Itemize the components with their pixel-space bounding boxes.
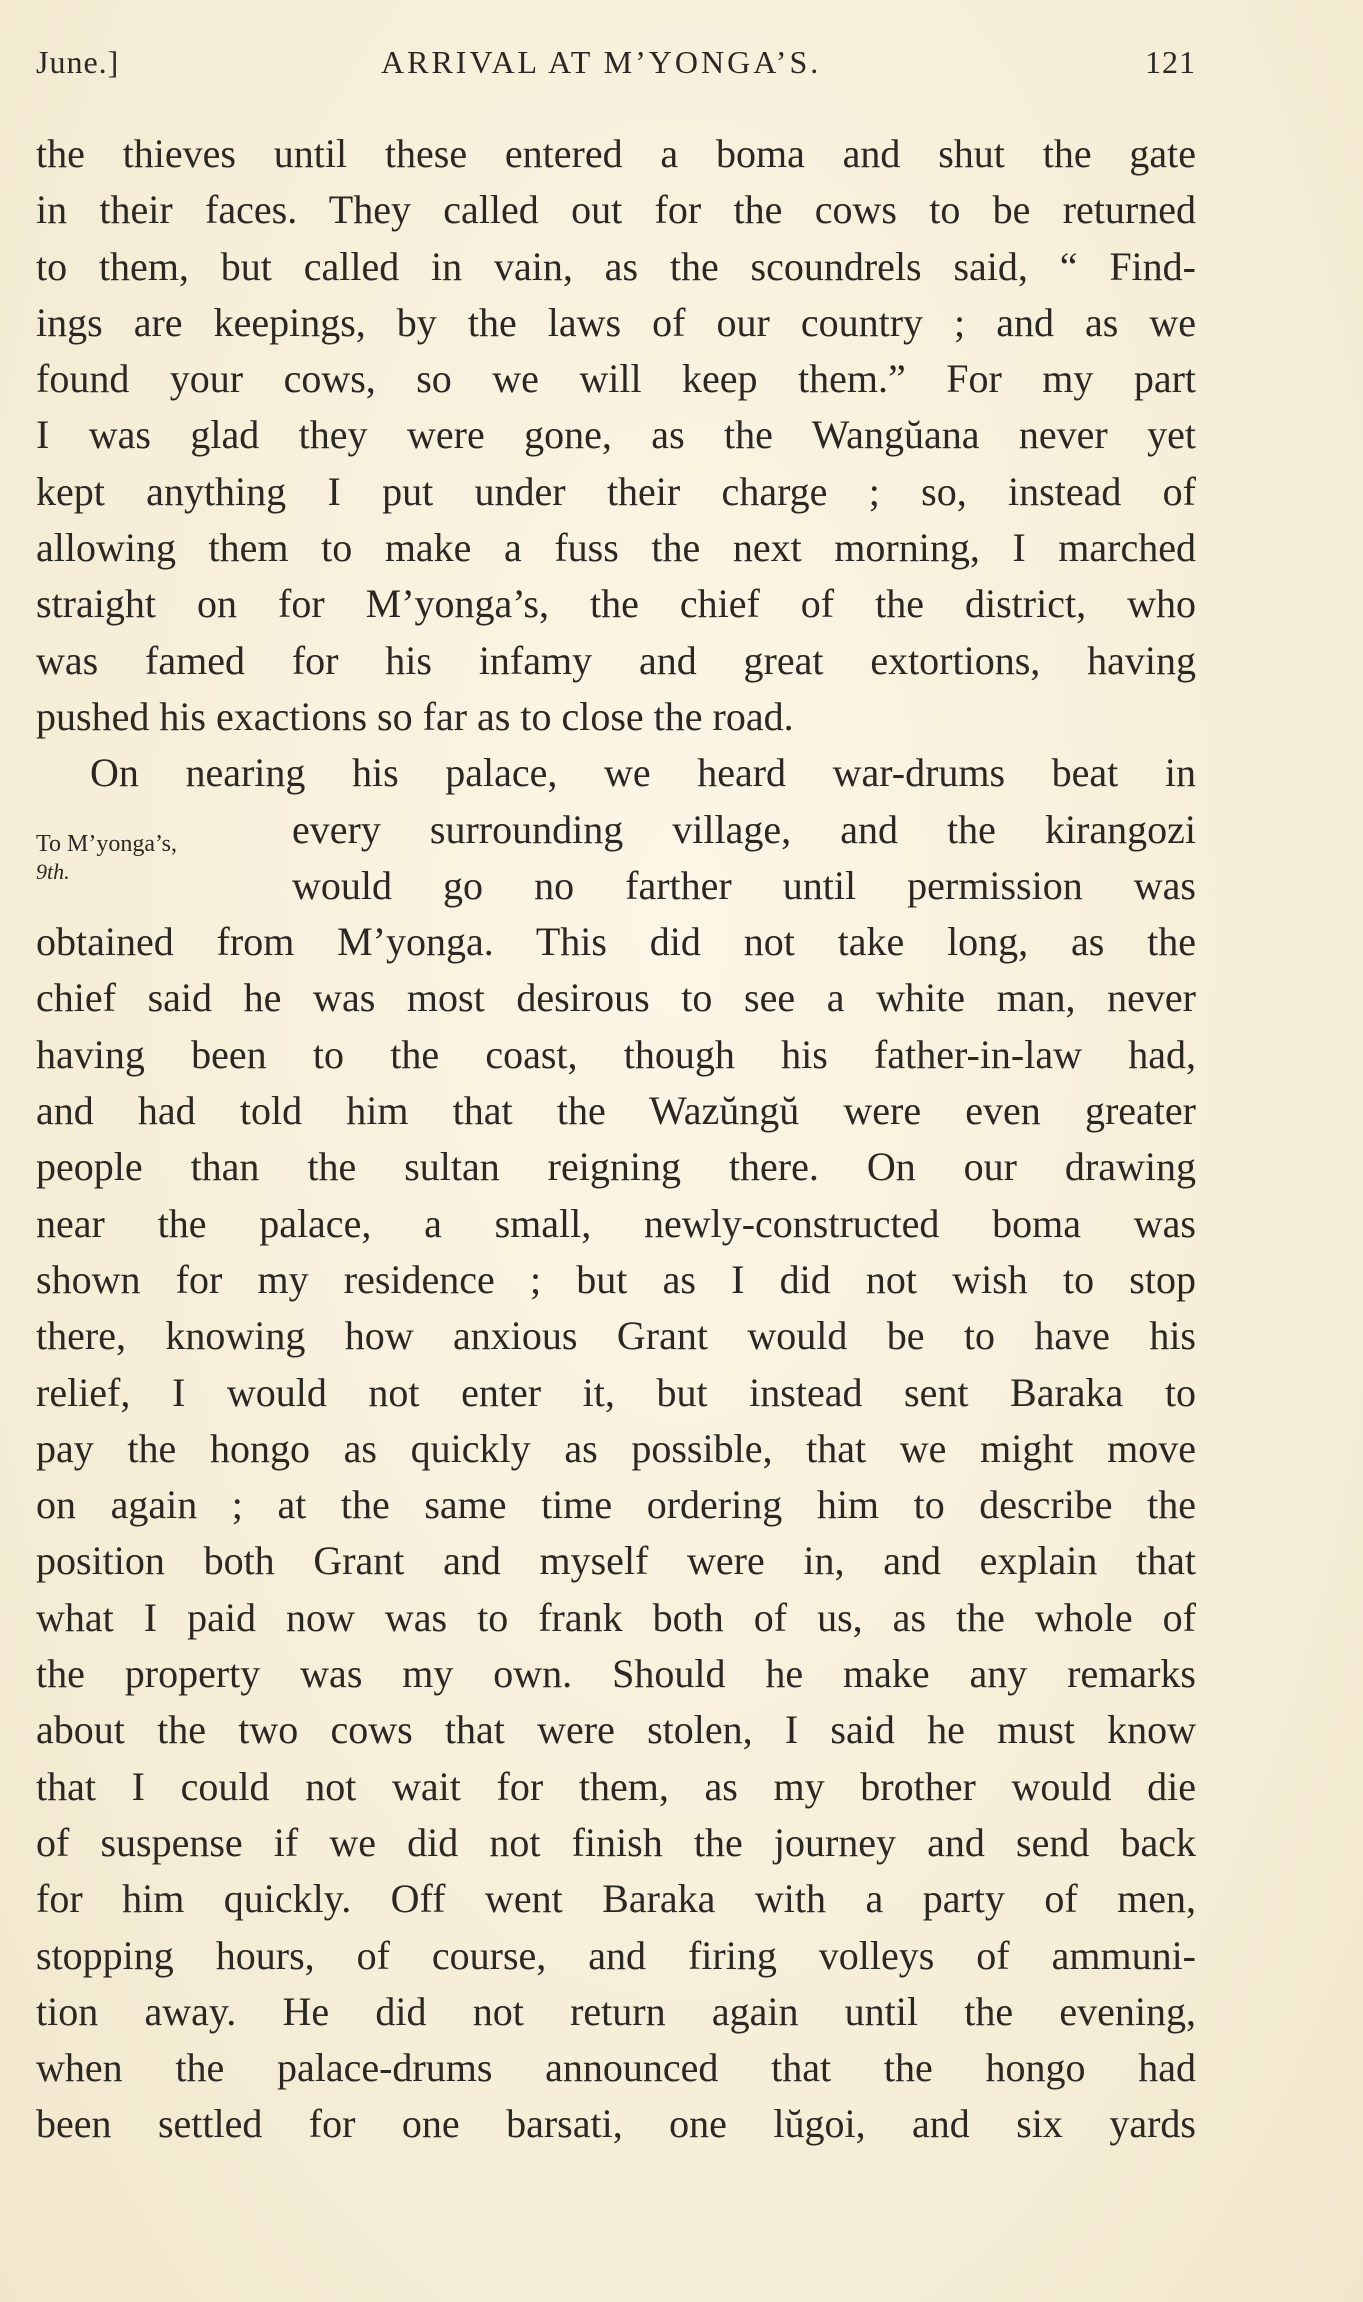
text-line: for him quickly. Off went Baraka with a party of men, bbox=[36, 1876, 1196, 1922]
text-line: on again ; at the same time ordering him to describe the bbox=[36, 1482, 1196, 1528]
text-line: allowing them to make a fuss the next morning, I marched bbox=[36, 525, 1196, 571]
text-line: chief said he was most desirous to see a white man, never bbox=[36, 975, 1196, 1021]
text-line: shown for my residence ; but as I did not wish to stop bbox=[36, 1256, 1196, 1302]
text-line: was famed for his infamy and great extortions, having bbox=[36, 637, 1196, 683]
text-line: relief, I would not enter it, but instead sent Baraka to bbox=[36, 1369, 1196, 1415]
text-line: obtained from M’yonga. This did not take long, as the bbox=[36, 919, 1196, 965]
margin-note-place: To M’yonga’s, bbox=[36, 831, 177, 857]
body-text bbox=[36, 126, 1196, 2153]
text-line: found your cows, so we will keep them.” For my part bbox=[36, 356, 1196, 402]
text-line: in their faces. They called out for the cows to be returned bbox=[36, 187, 1196, 233]
text-line: the property was my own. Should he make any remarks bbox=[36, 1651, 1196, 1697]
margin-note-date: 9th. bbox=[36, 859, 70, 884]
text-line: and had told him that the Wazŭngŭ were even greater bbox=[36, 1088, 1196, 1134]
text-line: every surrounding village, and the kirangozi bbox=[292, 806, 1196, 852]
text-line: that I could not wait for them, as my brother would die bbox=[36, 1763, 1196, 1809]
text-line: stopping hours, of course, and firing volleys of ammuni- bbox=[36, 1932, 1196, 1978]
text-line: about the two cows that were stolen, I said he must know bbox=[36, 1707, 1196, 1753]
text-line: straight on for M’yonga’s, the chief of the district, who bbox=[36, 581, 1196, 627]
text-line: On nearing his palace, we heard war-drums beat in bbox=[90, 750, 1196, 796]
text-line: I was glad they were gone, as the Wangŭana never yet bbox=[36, 412, 1196, 458]
running-head bbox=[36, 44, 1196, 94]
text-line: what I paid now was to frank both of us, as the whole of bbox=[36, 1594, 1196, 1640]
text-line: would go no farther until permission was bbox=[292, 862, 1196, 908]
text-line: there, knowing how anxious Grant would be to have his bbox=[36, 1313, 1196, 1359]
text-line: tion away. He did not return again until the evening, bbox=[36, 1988, 1196, 2034]
text-line: been settled for one barsati, one lŭgoi, and six yards bbox=[36, 2101, 1196, 2147]
running-head-month: June.] bbox=[36, 44, 120, 80]
text-line: the thieves until these entered a boma and shut the gate bbox=[36, 131, 1196, 176]
running-head-title: ARRIVAL AT M’YONGA’S. bbox=[381, 44, 822, 80]
page-number: 121 bbox=[1145, 44, 1196, 80]
text-line: people than the sultan reigning there. On our drawing bbox=[36, 1144, 1196, 1190]
text-line: pay the hongo as quickly as possible, that we might move bbox=[36, 1425, 1196, 1471]
text-line: of suspense if we did not finish the journey and send back bbox=[36, 1819, 1196, 1865]
text-line: to them, but called in vain, as the scoundrels said, “ Find- bbox=[36, 243, 1196, 289]
text-line: pushed his exactions so far as to close the road. bbox=[36, 693, 794, 739]
text-line: near the palace, a small, newly-constructed boma was bbox=[36, 1200, 1196, 1246]
text-line: kept anything I put under their charge ; so, instead of bbox=[36, 468, 1196, 514]
text-line: position both Grant and myself were in, and explain that bbox=[36, 1538, 1196, 1584]
text-line: having been to the coast, though his father-in-law had, bbox=[36, 1031, 1196, 1077]
text-line: ings are keepings, by the laws of our country ; and as we bbox=[36, 299, 1196, 345]
text-line: when the palace-drums announced that the hongo had bbox=[36, 2045, 1196, 2091]
